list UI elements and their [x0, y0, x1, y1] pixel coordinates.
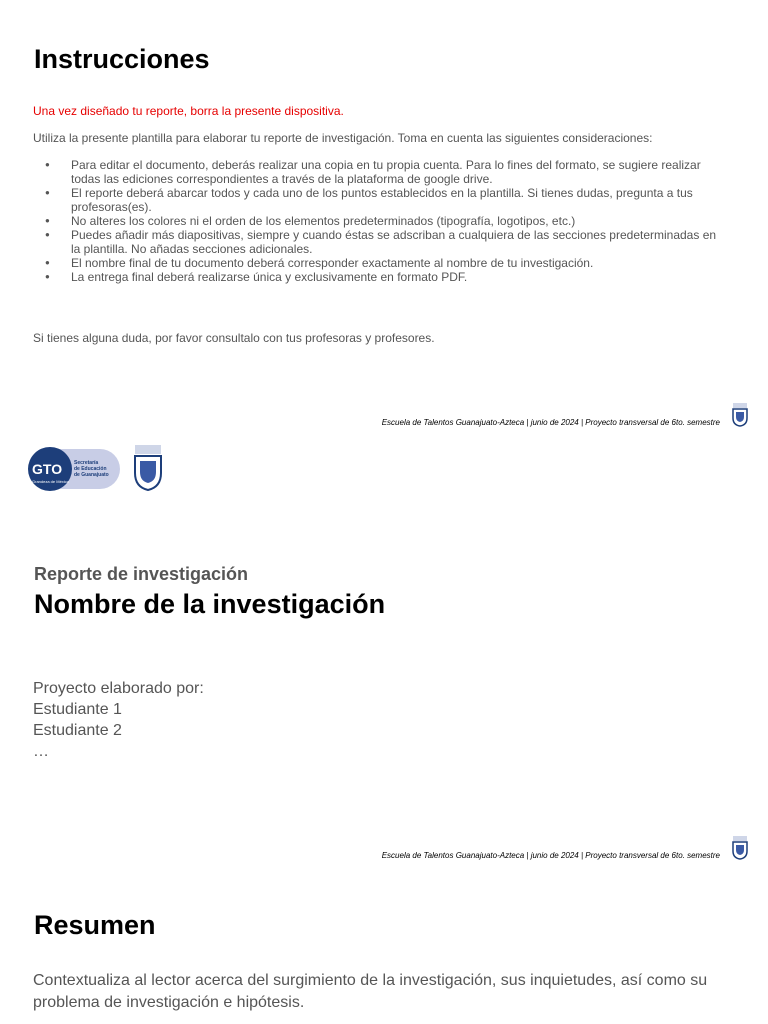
- authors-block: [33, 678, 204, 762]
- gto-logo-line: de Guanajuato: [74, 472, 109, 478]
- list-item: ● La entrega final deberá realizarse única y exclusivamente en formato PDF.: [33, 270, 723, 284]
- list-item: ● El reporte deberá abarcar todos y cada uno de los puntos establecidos en la plantilla. Si tienes dudas, pregunta a tus profesoras(es).: [33, 186, 723, 214]
- instructions-title: Instrucciones: [34, 44, 210, 74]
- summary-body: Contextualiza al lector acerca del surgimiento de la investigación, sus inquietudes, así como su problema de investigación e hipótesis.: [33, 972, 708, 1011]
- gto-logo-icon: [26, 445, 122, 493]
- summary-title: Resumen: [34, 910, 156, 940]
- report-title: Nombre de la investigación: [34, 589, 386, 619]
- slide-footer: Escuela de Talentos Guanajuato-Azteca | junio de 2024 | Proyecto transversal de 6to. semestre: [381, 418, 720, 427]
- list-item: ● Para editar el documento, deberás realizar una copia en tu propia cuenta. Para lo fines del formato, se sugiere realizar todas las ediciones correspondientes a través de la plataforma de google drive.: [33, 158, 723, 186]
- delete-slide-note: Una vez diseñado tu reporte, borra la presente dispositiva.: [33, 104, 344, 118]
- list-item: ● Puedes añadir más diapositivas, siempre y cuando éstas se adscriban a cualquiera de las secciones predeterminadas en la plantilla. No añadas secciones adicionales.: [33, 228, 723, 256]
- school-crest-icon: [732, 403, 748, 427]
- instructions-list: [33, 158, 723, 284]
- gto-logo-text: GTO: [32, 461, 63, 477]
- school-crest-large-icon: [134, 445, 162, 491]
- author-name: Estudiante 1: [33, 701, 122, 718]
- gto-logo-line: Secretaría: [74, 460, 99, 466]
- gto-logo-line: de Educación: [74, 466, 107, 472]
- author-name: …: [33, 743, 49, 760]
- instructions-intro: Utiliza la presente plantilla para elaborar tu reporte de investigación. Toma en cuenta las siguientes consideraciones:: [33, 131, 653, 145]
- author-name: Estudiante 2: [33, 722, 122, 739]
- slide-footer: Escuela de Talentos Guanajuato-Azteca | junio de 2024 | Proyecto transversal de 6to. semestre: [381, 851, 720, 860]
- list-item: ● No alteres los colores ni el orden de los elementos predeterminados (tipografía, logotipos, etc.): [33, 214, 723, 228]
- list-item: ● El nombre final de tu documento deberá corresponder exactamente al nombre de tu investigación.: [33, 256, 723, 270]
- report-subtitle: Reporte de investigación: [34, 564, 249, 584]
- school-crest-icon: [732, 836, 748, 860]
- gto-logo-tagline: Grandeza de México: [32, 479, 69, 484]
- authors-label: Proyecto elaborado por:: [33, 680, 204, 697]
- closing-note: Si tienes alguna duda, por favor consultalo con tus profesoras y profesores.: [33, 331, 435, 345]
